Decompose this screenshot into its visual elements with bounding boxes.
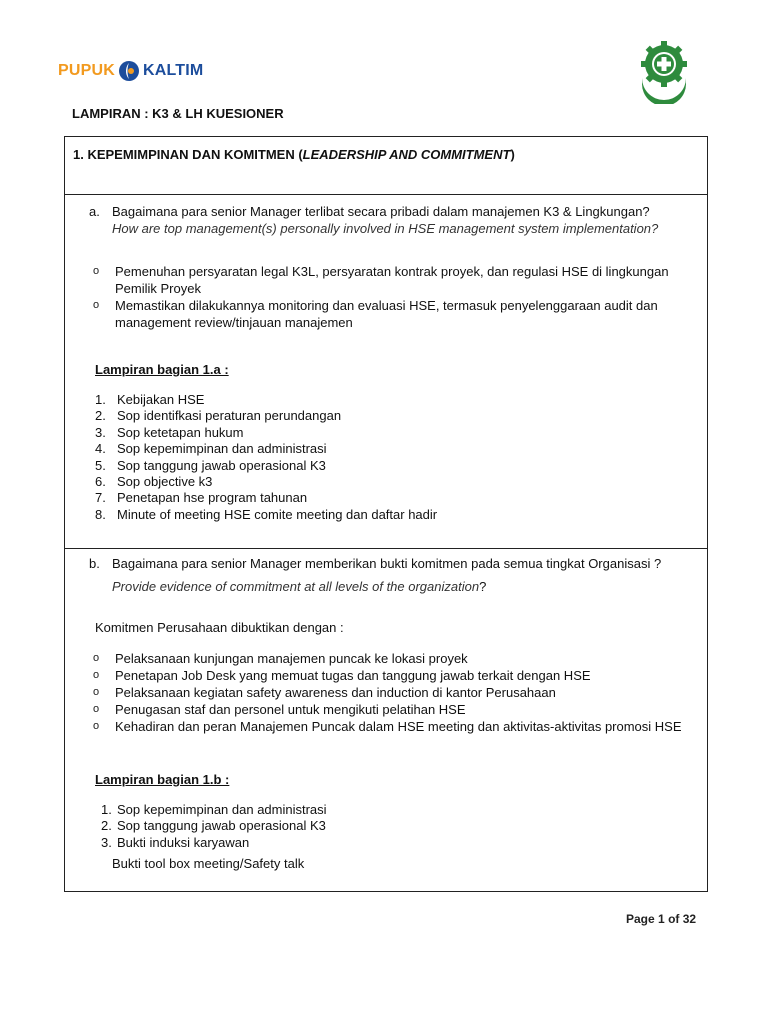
question-b: Bagaimana para senior Manager memberikan bukti komitmen pada semua tingkat Organisasi ?: [112, 556, 662, 571]
list-item-text: Pelaksanaan kunjungan manajemen puncak ke lokasi proyek: [115, 651, 468, 666]
list-number: 1.: [101, 802, 112, 817]
row-divider: [65, 548, 707, 549]
list-item: [93, 650, 697, 667]
list-number: 3.: [95, 424, 106, 440]
logo-text-right: KALTIM: [143, 62, 204, 79]
bullet-circle-icon: o: [93, 703, 100, 715]
question-b-letter: b.: [89, 556, 100, 571]
bullet-circle-icon: o: [93, 720, 100, 732]
list-item: [93, 718, 697, 735]
list-item: [95, 441, 675, 457]
list-item-text: Pemenuhan persyaratan legal K3L, persyaratan kontrak proyek, dan regulasi HSE di lingkungan Pemilik Proyek: [115, 264, 669, 296]
list-item-text: Memastikan dilakukannya monitoring dan evaluasi HSE, termasuk penyelenggaraan audit dan management review/tinjauan manajemen: [115, 298, 658, 330]
list-item: [93, 297, 697, 331]
list-item: [95, 425, 675, 441]
list-item-text: Pelaksanaan kegiatan safety awareness dan induction di kantor Perusahaan: [115, 685, 556, 700]
page-number: [626, 912, 696, 926]
list-item: [95, 474, 675, 490]
list-item: [95, 507, 675, 523]
list-number: 8.: [95, 506, 106, 522]
list-item-text: Sop identifkasi peraturan perundangan: [117, 408, 342, 424]
bullet-circle-icon: o: [93, 669, 100, 681]
list-item-text: Sop tanggung jawab operasional K3: [117, 457, 326, 473]
section-heading: [73, 147, 515, 162]
question-b-english: [112, 578, 702, 595]
list-item-text: Penetapan Job Desk yang memuat tugas dan tanggung jawab terkait dengan HSE: [115, 668, 591, 683]
row-divider: [65, 194, 707, 195]
list-number: 1.: [95, 392, 106, 407]
list-item-text: Minute of meeting HSE comite meeting dan daftar hadir: [117, 506, 438, 522]
list-item: [101, 835, 681, 851]
list-number: 2.: [95, 408, 106, 424]
part-a-bullets: [93, 263, 697, 331]
list-item: [95, 490, 675, 506]
list-number: 4.: [95, 441, 106, 457]
extra-evidence-line: Bukti tool box meeting/Safety talk: [112, 856, 305, 871]
logo-text-left: PUPUK: [58, 62, 116, 79]
list-item: [93, 701, 697, 718]
questionnaire-table: [64, 136, 708, 892]
appendix-b-list: [101, 802, 681, 851]
page-word: Page: [626, 912, 655, 926]
list-item-text: Sop kepemimpinan dan administrasi: [117, 441, 327, 457]
list-item: [101, 818, 681, 834]
list-item: [93, 667, 697, 684]
bullet-circle-icon: o: [93, 686, 100, 698]
appendix-a-list: [95, 392, 675, 523]
list-number: 3.: [101, 834, 112, 850]
question-b-english-text: Provide evidence of commitment at all levels of the organization: [112, 579, 480, 594]
question-a: Bagaimana para senior Manager terlibat secara pribadi dalam manajemen K3 & Lingkungan?: [112, 204, 650, 219]
list-number: 7.: [95, 490, 106, 506]
list-item: [93, 263, 697, 297]
question-a-letter: a.: [89, 204, 100, 219]
list-item: [93, 684, 697, 701]
list-item: [95, 458, 675, 474]
commitment-intro: Komitmen Perusahaan dibuktikan dengan :: [95, 620, 344, 635]
list-number: 2.: [101, 818, 112, 834]
list-item-text: Kehadiran dan peran Manajemen Puncak dalam HSE meeting dan aktivitas-aktivitas promosi HSE: [115, 719, 682, 734]
appendix-b-title: Lampiran bagian 1.b :: [95, 772, 230, 787]
list-item-text: Sop tanggung jawab operasional K3: [117, 818, 326, 834]
company-logo: [58, 58, 203, 84]
part-b-bullets: [93, 650, 697, 735]
bullet-circle-icon: o: [93, 299, 100, 311]
list-item-text: Sop kepemimpinan dan administrasi: [117, 802, 327, 817]
page-current: 1: [658, 912, 665, 926]
list-item: [101, 802, 681, 818]
list-item: [95, 392, 675, 408]
list-item-text: Sop objective k3: [117, 474, 213, 490]
list-number: 5.: [95, 457, 106, 473]
section-heading-prefix: 1. KEPEMIMPINAN DAN KOMITMEN (: [73, 147, 303, 162]
bullet-circle-icon: o: [93, 265, 100, 277]
page-of-word: of: [668, 912, 680, 926]
list-item-text: Sop ketetapan hukum: [117, 424, 244, 440]
page-total: 32: [682, 912, 697, 926]
section-heading-italic: LEADERSHIP AND COMMITMENT: [302, 147, 511, 162]
list-item-text: Kebijakan HSE: [117, 392, 205, 407]
k3-emblem-icon: [636, 38, 692, 104]
list-item-text: Bukti induksi karyawan: [117, 834, 250, 850]
question-a-english: How are top management(s) personally involved in HSE management system implementation?: [112, 221, 659, 236]
list-item-text: Penetapan hse program tahunan: [117, 490, 308, 506]
document-title: LAMPIRAN : K3 & LH KUESIONER: [72, 106, 284, 121]
section-heading-suffix: ): [510, 147, 515, 162]
appendix-a-title: Lampiran bagian 1.a :: [95, 362, 229, 377]
logo-mark-icon: [117, 59, 141, 83]
list-item-text: Penugasan staf dan personel untuk mengikuti pelatihan HSE: [115, 702, 466, 717]
list-item: [95, 408, 675, 424]
bullet-circle-icon: o: [93, 652, 100, 664]
question-b-english-end: ?: [479, 579, 487, 594]
list-number: 6.: [95, 474, 106, 490]
